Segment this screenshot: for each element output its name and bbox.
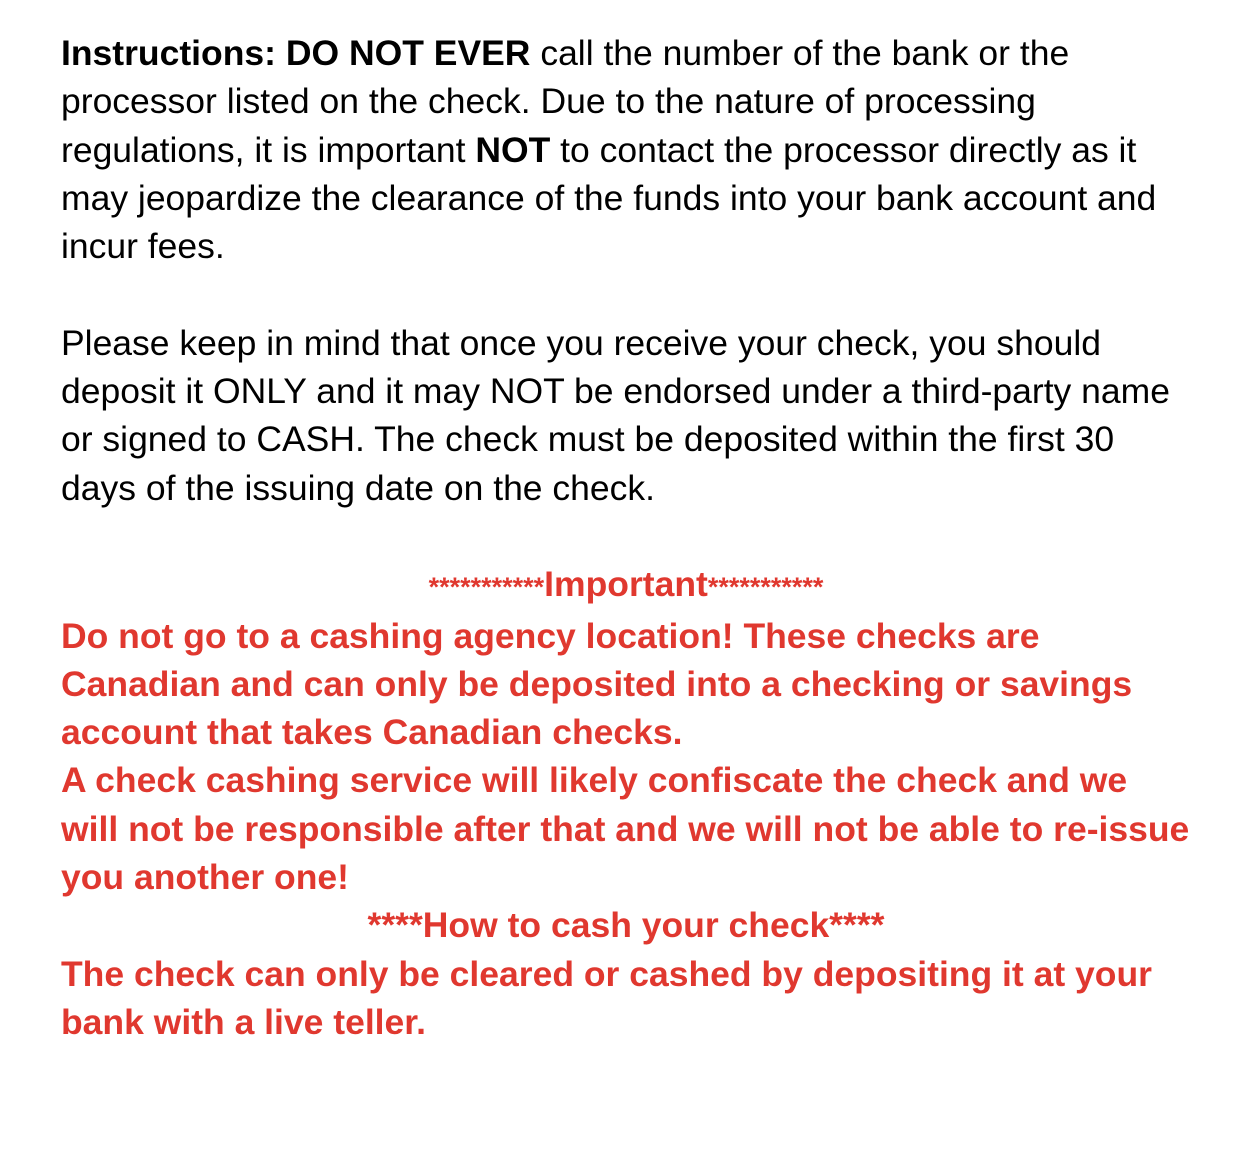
not-emphasis: NOT <box>475 129 551 170</box>
how-to-heading: ****How to cash your check**** <box>367 905 885 946</box>
important-line-confiscate: A check cashing service will likely confiscate the check and we will not be responsible after that and we will not be able to re-issue you another one! <box>61 760 1190 898</box>
document-page <box>61 29 1191 1046</box>
how-to-text: The check can only be cleared or cashed by depositing it at your bank with a live teller. <box>61 953 1152 1042</box>
important-line-agency: Do not go to a cashing agency location! These checks are Canadian and can only be deposited into a checking or savings account that takes Canadian checks. <box>61 615 1133 753</box>
instructions-label: Instructions: <box>61 33 276 73</box>
do-not-ever-emphasis: DO NOT EVER <box>285 33 531 73</box>
deposit-paragraph: Please keep in mind that once you receive your check, you should deposit it ONLY and it may NOT be endorsed under a third-party name or signed to CASH. The check must be deposited within the first 30 days of the issuing date on the check. <box>61 322 1170 508</box>
important-stars-right: *********** <box>707 572 824 603</box>
instructions-text-part2: to contact the processor directly as it may jeopardize the clearance of the funds into your bank account and incur fees. <box>61 129 1157 267</box>
important-stars-left: *********** <box>428 572 545 603</box>
instructions-paragraph <box>61 29 1191 270</box>
instructions-text-part1: call the number of the bank or the processor listed on the check. Due to the nature of processing regulations, it is important <box>61 33 1070 170</box>
important-title: Important <box>544 564 708 605</box>
important-heading <box>61 560 1191 611</box>
